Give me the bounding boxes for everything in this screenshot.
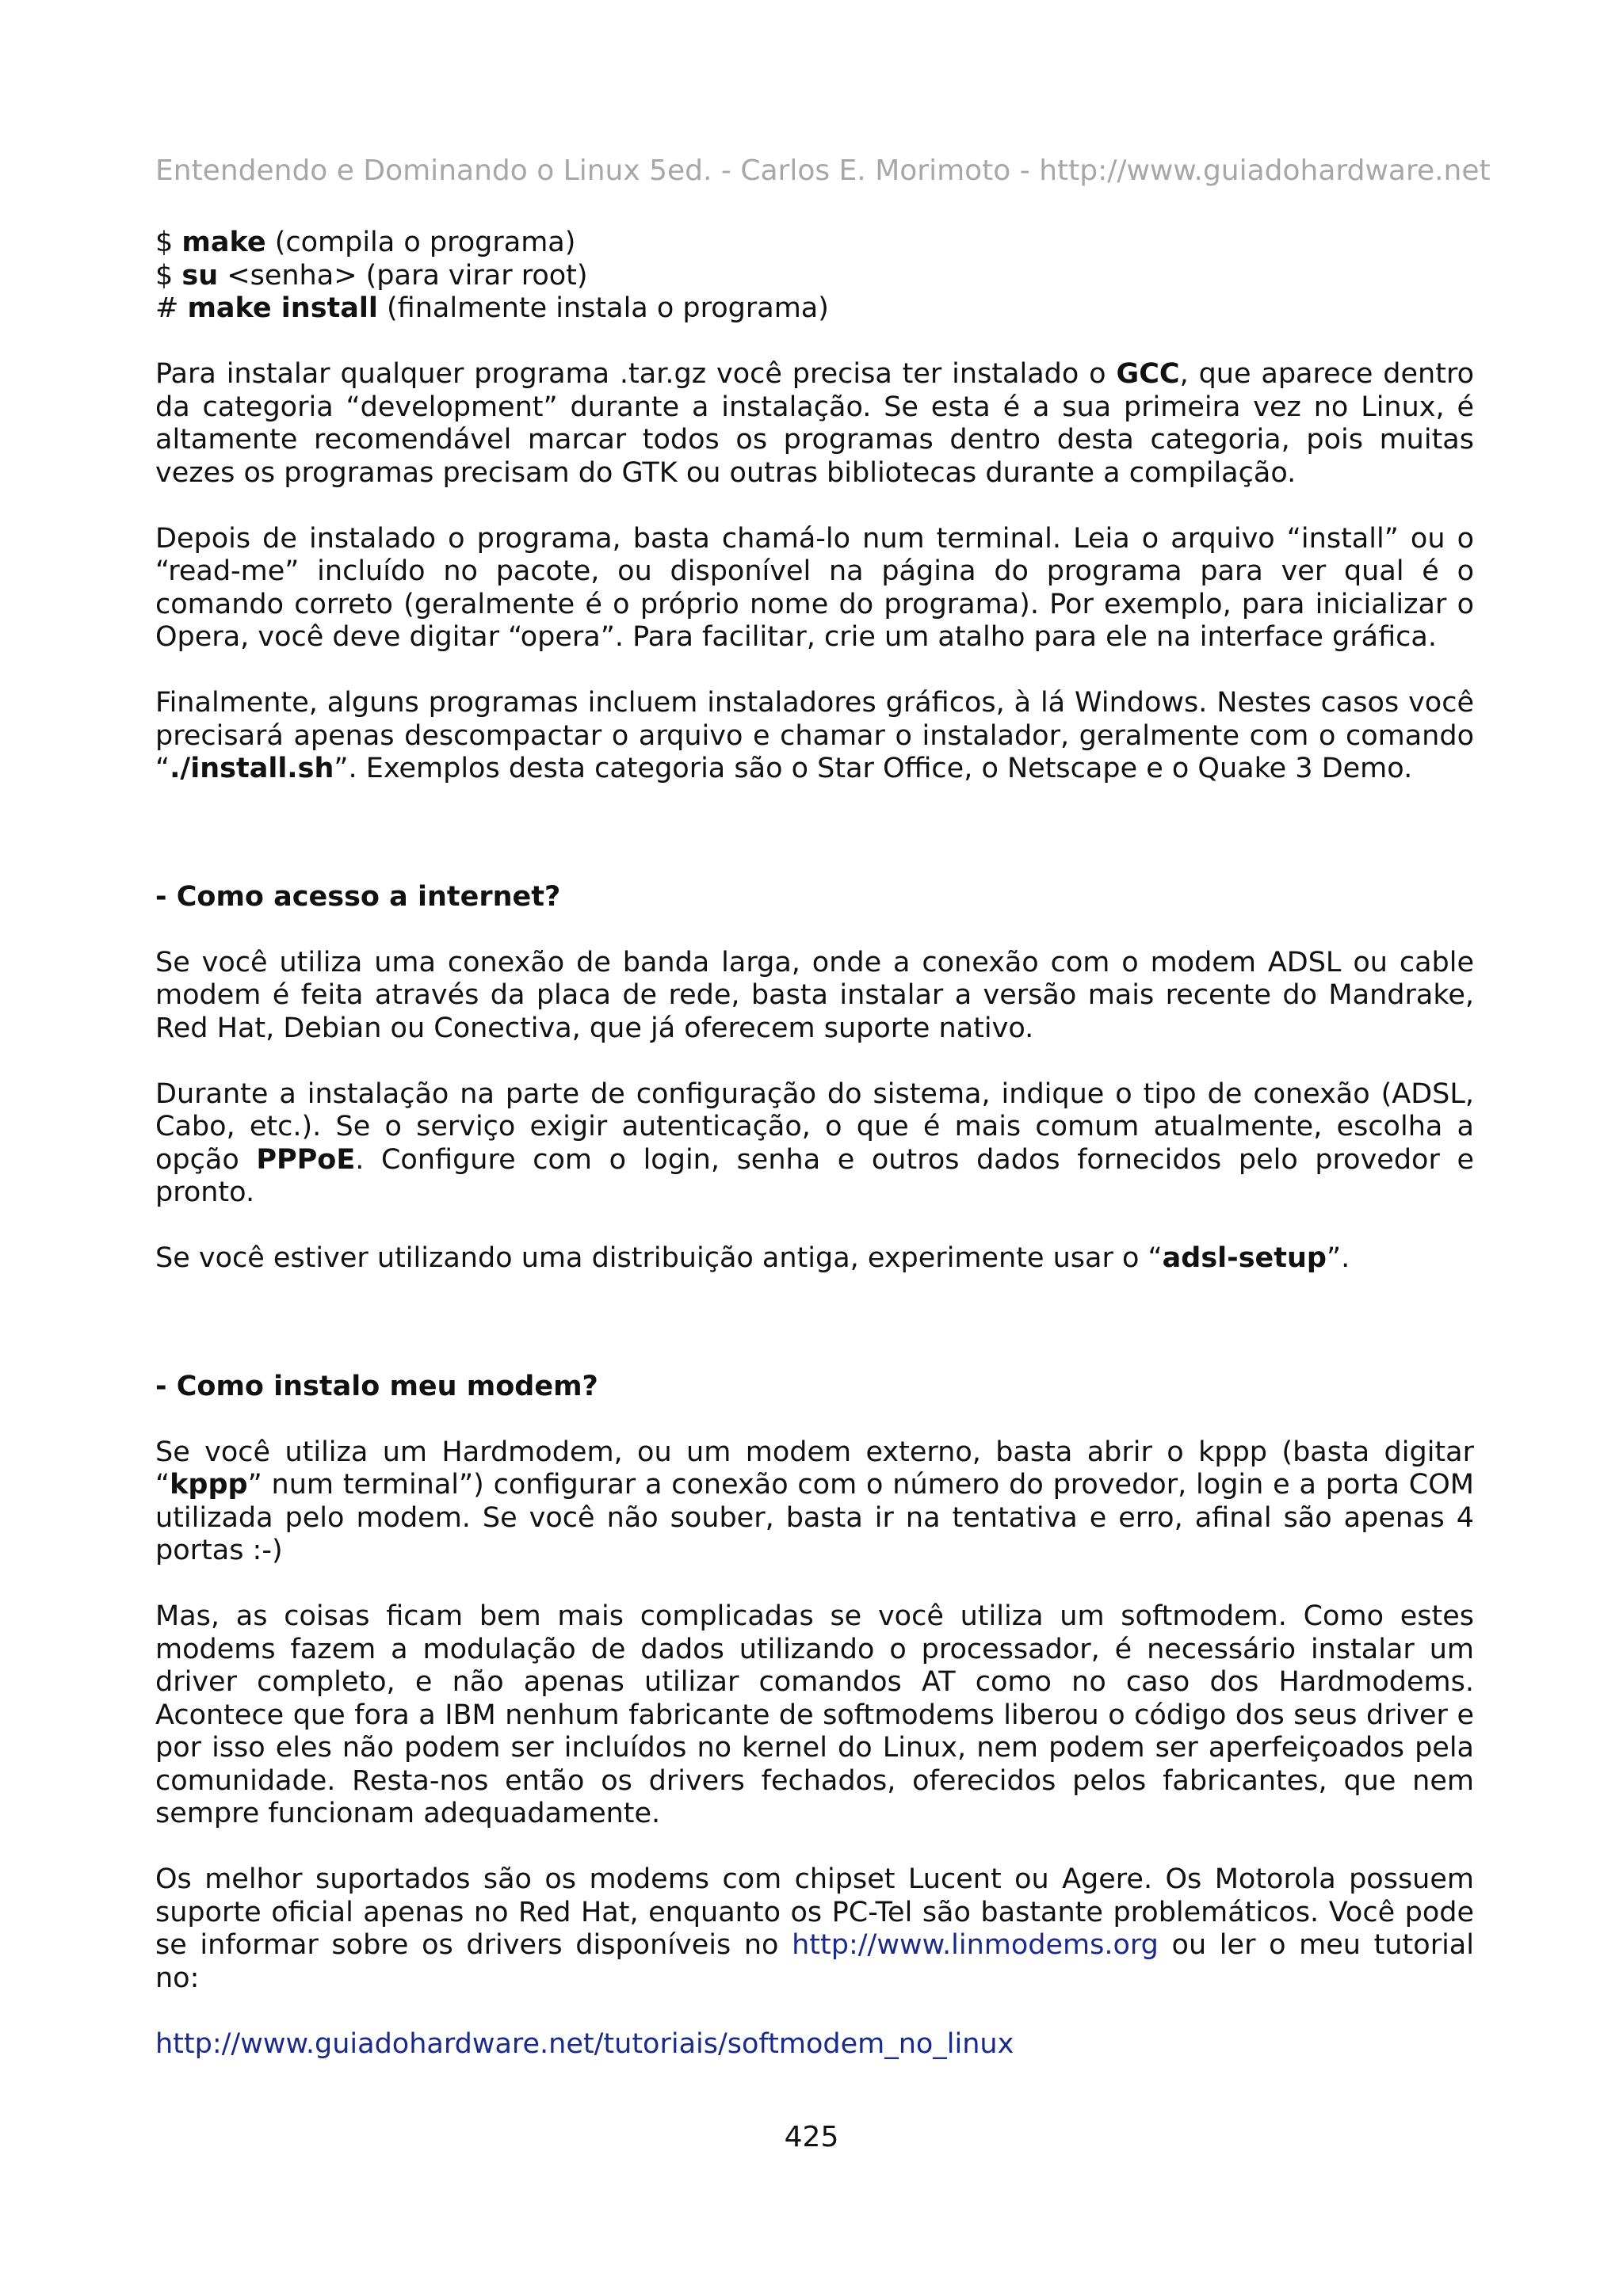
paragraph-pppoe: Durante a instalação na parte de configuração do sistema, indique o tipo de conexão (ADSL, Cabo, etc.). Se o serviço exigir autenticação, o que é mais comum atualmente, escolha a opção PPPoE. Configure com o login, senha e outros dados fornecidos pelo provedor e pronto. [155, 1077, 1474, 1208]
adsl-setup-term: adsl-setup [1162, 1242, 1327, 1274]
command-line [155, 260, 1474, 293]
paragraph-broadband: Se você utiliza uma conexão de banda larga, onde a conexão com o modem ADSL ou cable modem é feita através da placa de rede, basta instalar a versão mais recente do Mandrake, Red Hat, Debian ou Conectiva, que já oferecem suporte nativo. [155, 946, 1474, 1044]
command-description: (finalmente instala o programa) [377, 292, 829, 324]
page-number: 425 [784, 2121, 839, 2153]
command-name: make [181, 227, 266, 258]
command-prompt: $ [155, 259, 182, 292]
command-prompt: # [155, 292, 188, 324]
command-block [155, 227, 1474, 326]
install-script-term: ./install.sh [170, 753, 334, 784]
gcc-term: GCC [1116, 358, 1180, 390]
paragraph-softmodem: Mas, as coisas ficam bem mais complicadas se você utiliza um softmodem. Como estes modems fazem a modulação de dados utilizando o processador, é necessário instalar um driver completo, e não apenas utilizar comandos AT como no caso dos Hardmodems. Acontece que fora a IBM nenhum fabricante de softmodems liberou o código dos seus driver e por isso eles não podem ser incluídos no kernel do Linux, nem podem ser aperfeiçoados pela comunidade. Resta-nos então os drivers fechados, oferecidos pelos fabricantes, que nem sempre funcionam adequadamente. [155, 1600, 1474, 1829]
command-prompt: $ [155, 227, 182, 258]
command-name: su [181, 259, 219, 292]
command-line [155, 292, 1474, 326]
section-heading-internet: - Como acesso a internet? [155, 880, 561, 913]
command-description: (compila o programa) [265, 227, 576, 258]
paragraph-adsl-setup: Se você estiver utilizando uma distribuição antiga, experimente usar o “adsl-setup”. [155, 1242, 1350, 1274]
kppp-term: kppp [170, 1469, 248, 1501]
command-name: make install [187, 292, 378, 324]
pppoe-term: PPPoE [256, 1143, 356, 1176]
page-content [155, 227, 1474, 2061]
paragraph-graphical-installers: Finalmente, alguns programas incluem instaladores gráficos, à lá Windows. Nestes casos você precisará apenas descompactar o arquivo e chamar o instalador, geralmente com o comando “./install.sh”. Exemplos desta categoria são o Star Office, o Netscape e o Quake 3 Demo. [155, 687, 1474, 784]
command-line [155, 227, 1474, 260]
tutorial-link[interactable]: http://www.guiadohardware.net/tutoriais/softmodem_no_linux [155, 2027, 1014, 2060]
section-heading-modem: - Como instalo meu modem? [155, 1370, 598, 1402]
paragraph-supported-modems: Os melhor suportados são os modems com chipset Lucent ou Agere. Os Motorola possuem suporte oficial apenas no Red Hat, enquanto os PC-Tel são bastante problemáticos. Você pode se informar sobre os drivers disponíveis no http://www.linmodems.org ou ler o meu tutorial no: [155, 1863, 1474, 1994]
linmodems-link[interactable]: http://www.linmodems.org [792, 1929, 1159, 1961]
paragraph-hardmodem: Se você utiliza um Hardmodem, ou um modem externo, basta abrir o kppp (basta digitar “kppp” num terminal”) configurar a conexão com o número do provedor, login e a porta COM utilizada pelo modem. Se você não souber, basta ir na tentativa e erro, afinal são apenas 4 portas :-) [155, 1436, 1474, 1566]
paragraph-run-program: Depois de instalado o programa, basta chamá-lo num terminal. Leia o arquivo “install” ou o “read-me” incluído no pacote, ou disponível na página do programa para ver qual é o comando correto (geralmente é o próprio nome do programa). Por exemplo, para inicializar o Opera, você deve digitar “opera”. Para facilitar, crie um atalho para ele na interface gráfica. [155, 522, 1474, 653]
paragraph-gcc: Para instalar qualquer programa .tar.gz você precisa ter instalado o GCC, que aparece dentro da categoria “development” durante a instalação. Se esta é a sua primeira vez no Linux, é altamente recomendável marcar todos os programas dentro desta categoria, pois muitas vezes os programas precisam do GTK ou outras bibliotecas durante a compilação. [155, 358, 1474, 489]
command-description: <senha> (para virar root) [218, 259, 588, 292]
running-header: Entendendo e Dominando o Linux 5ed. - Carlos E. Morimoto - http://www.guiadohardware.net [155, 154, 1491, 187]
